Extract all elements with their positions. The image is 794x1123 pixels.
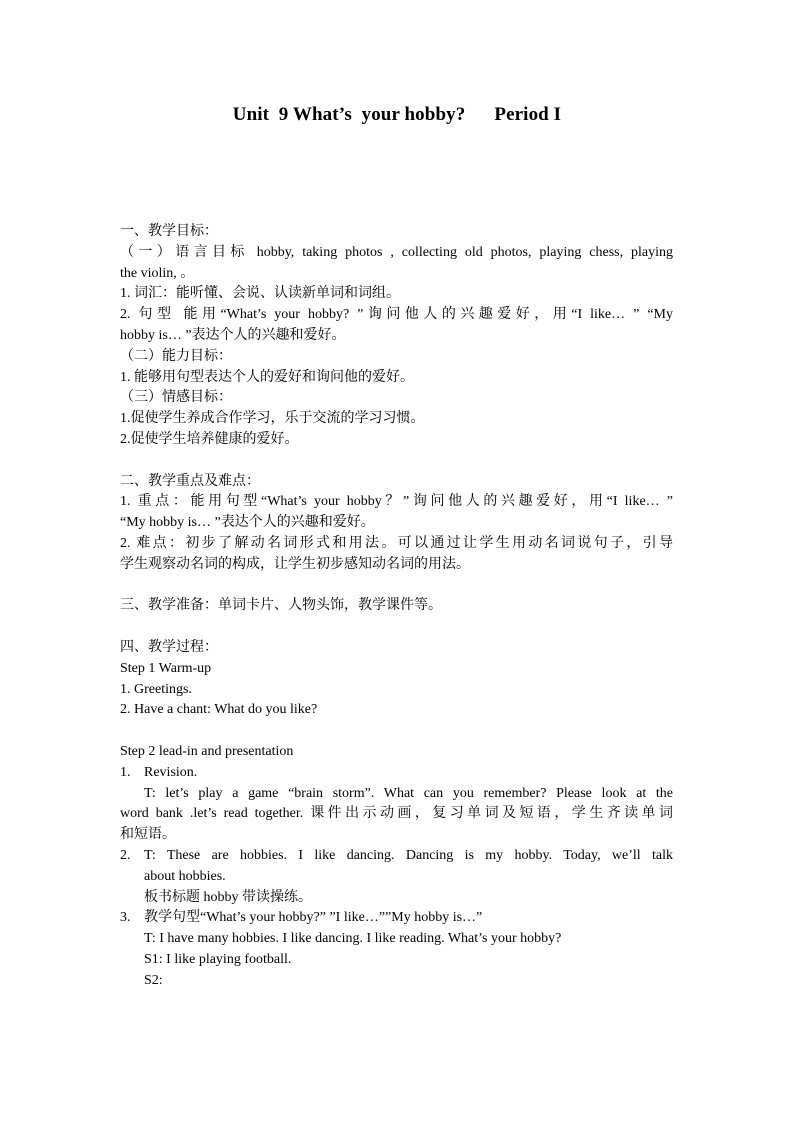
- difficulty-continuation: 学生观察动名词的构成，让学生初步感知动名词的用法。: [120, 556, 470, 572]
- language-objective-line: （一）语言目标 hobby, taking photos , collecting old photos, playing chess, playing: [120, 244, 673, 260]
- teacher-question-line: T: I have many hobbies. I like dancing. I like reading. What’s your hobby?: [144, 931, 562, 947]
- vocabulary-objective: 1. 词汇：能听懂、会说、认读新单词和词组。: [120, 286, 400, 302]
- list-number: 3.: [120, 910, 131, 926]
- step-1-heading: Step 1 Warm-up: [120, 660, 212, 676]
- section-heading-process: 四、教学过程：: [120, 639, 218, 655]
- step-2-item-1: [120, 763, 673, 784]
- document-title: Unit 9 What’s your hobby? Period I: [232, 104, 562, 125]
- step-2-item-2-continuation: about hobbies.: [144, 868, 226, 884]
- step-2-heading: Step 2 lead-in and presentation: [120, 743, 294, 759]
- step-2-item-2: [120, 846, 673, 867]
- sentence-objective-continuation: hobby is… ”表达个人的兴趣和爱好。: [120, 327, 346, 343]
- step-1-item-2: 2. Have a chant: What do you like?: [120, 702, 318, 718]
- section-heading-objectives: 一、教学目标：: [120, 224, 218, 239]
- list-number: 2.: [120, 847, 131, 863]
- list-text: T: These are hobbies. I like dancing. Dancing is my hobby. Today, we’ll talk: [144, 847, 673, 863]
- teacher-dialogue-continuation: word bank .let’s read together. 课件出示动画，复习单词及短语，学生齐读单词: [120, 806, 673, 822]
- step-1-item-1: 1. Greetings.: [120, 681, 192, 697]
- language-objective-continuation: the violin, 。: [120, 265, 195, 281]
- difficulty-line: 2. 难点：初步了解动名词形式和用法。可以通过让学生用动名词说句子，引导: [120, 535, 673, 551]
- student-answer-1: S1: I like playing football.: [144, 951, 292, 967]
- key-point-line: 1. 重点：能用句型“What’s your hobby？”询问他人的兴趣爱好，用“I like… ”: [120, 494, 673, 510]
- emotional-objective-item-1: 1.促使学生养成合作学习，乐于交流的学习习惯。: [120, 411, 425, 427]
- blank-line: [120, 576, 673, 597]
- emotional-objective-heading: （三）情感目标：: [120, 390, 232, 406]
- blank-line: [120, 451, 673, 472]
- ability-objective-item: 1. 能够用句型表达个人的爱好和询问他的爱好。: [120, 369, 414, 385]
- student-answer-2: S2:: [144, 972, 163, 988]
- key-point-continuation: “My hobby is… ”表达个人的兴趣和爱好。: [120, 515, 375, 531]
- emotional-objective-item-2: 2.促使学生培养健康的爱好。: [120, 431, 299, 447]
- teacher-dialogue-line: T: let’s play a game “brain storm”. What can you remember? Please look at the: [144, 785, 673, 801]
- blank-line: [120, 721, 673, 742]
- blank-line: [120, 617, 673, 638]
- blackboard-note: 板书标题 hobby 带读操练。: [144, 889, 312, 905]
- ability-objective-heading: （二）能力目标：: [120, 348, 232, 364]
- section-heading-key-points: 二、教学重点及难点：: [120, 473, 260, 489]
- section-heading-preparation: 三、教学准备：单词卡片、人物头饰，教学课件等。: [120, 598, 442, 614]
- step-2-item-3: [120, 908, 673, 929]
- list-text: 教学句型“What’s your hobby?” ”I like…””My hobby is…”: [144, 910, 483, 926]
- teacher-dialogue-end: 和短语。: [120, 827, 176, 843]
- list-number: 1.: [120, 764, 131, 780]
- list-text: Revision.: [144, 764, 198, 780]
- sentence-objective-line: 2. 句型 能用“What’s your hobby? ”询问他人的兴趣爱好，用“I like… ” “My: [120, 307, 673, 323]
- document-body: [120, 222, 673, 991]
